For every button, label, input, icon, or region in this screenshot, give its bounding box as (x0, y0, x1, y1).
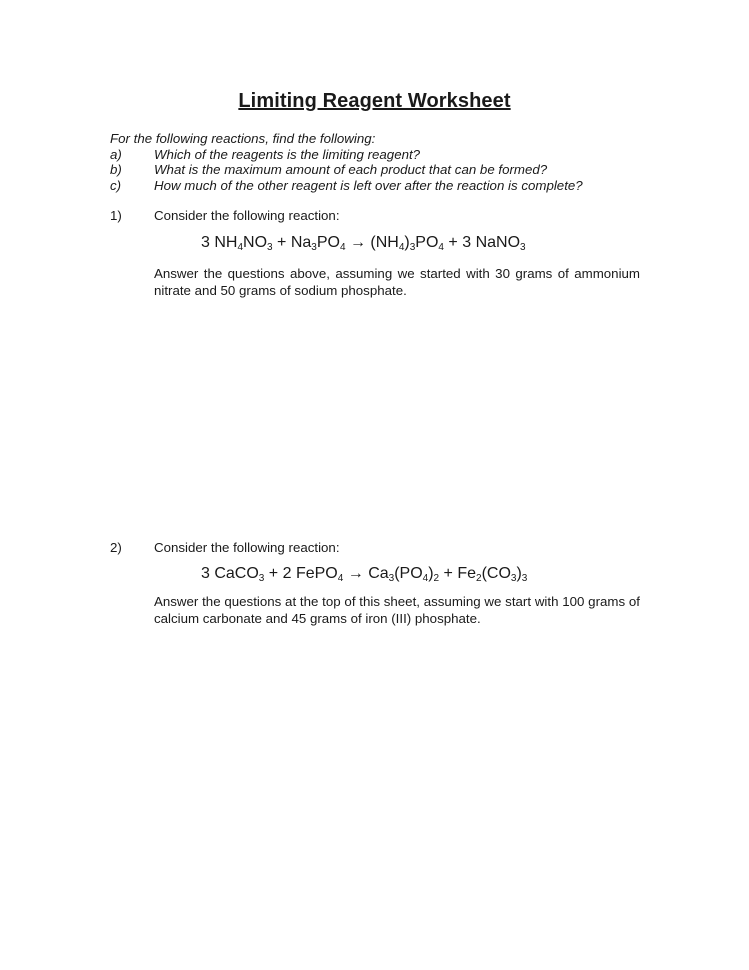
question-letter: c) (110, 177, 122, 193)
question-item (110, 178, 583, 193)
chemical-equation: 3 CaCO$_3$ + 2 FePO$_4$ → $Ca_3(PO_4)_2 + Fe_2(CO_3)_3$ (201, 565, 528, 584)
problem-number: 2) (110, 540, 122, 555)
arrow-icon: → (343, 565, 369, 582)
problem-text: Answer the questions above, assuming we started with 30 grams of ammonium nitrate and 50 grams of sodium phosphate. (154, 266, 640, 298)
arrow-icon: → (345, 234, 371, 251)
question-letter: a) (110, 147, 122, 162)
problem-lead: Consider the following reaction: (154, 208, 340, 223)
question-list (110, 147, 583, 193)
question-letter: b) (110, 162, 122, 178)
worksheet-title: Limiting Reagent Worksheet (238, 90, 511, 112)
question-item (110, 147, 583, 162)
instructions-intro: For the following reactions, find the following: (110, 131, 376, 146)
question-text: How much of the other reagent is left over after the reaction is complete? (154, 177, 583, 193)
problem-text: Answer the questions at the top of this sheet, assuming we start with 100 grams of calcium carbonate and 45 grams of iron (III) phosphate. (154, 594, 640, 626)
question-text: What is the maximum amount of each product that can be formed? (154, 162, 548, 178)
question-text: Which of the reagents is the limiting reagent? (154, 147, 421, 162)
problem-number: 1) (110, 208, 122, 223)
question-item (110, 162, 583, 177)
chemical-equation: 3 $NH_4NO_3 + Na_3PO_4 \to (NH_4)_3PO_4 + 3$ NaNO$_3$ (201, 234, 526, 253)
problem-lead: Consider the following reaction: (154, 540, 340, 555)
